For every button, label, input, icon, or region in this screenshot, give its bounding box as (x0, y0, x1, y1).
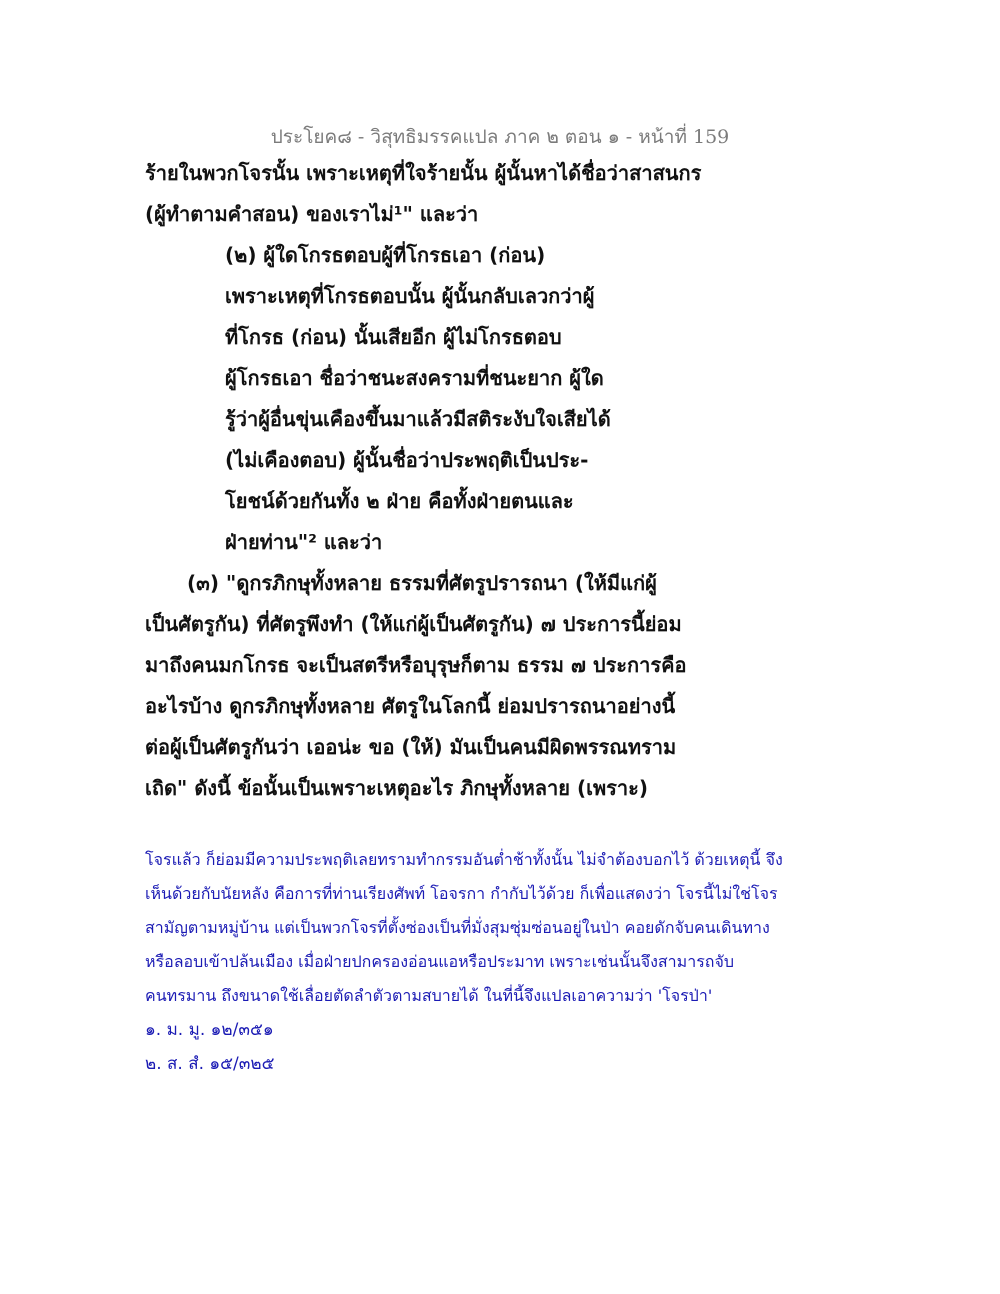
text-line: (ผู้ทำตามคำสอน) ของเราไม่¹" และว่า (145, 202, 479, 226)
footnotes (145, 848, 855, 1086)
footnote-reference: ๒. ส. สํ. ๑๕/๓๒๕ (145, 1054, 275, 1074)
text-line: เป็นศัตรูกัน) ที่ศัตรูพึงทำ (ให้แก่ผู้เป็นศัตรูกัน) ๗ ประการนี้ย่อม (145, 612, 682, 636)
footnote-reference: ๑. ม. มู. ๑๒/๓๕๑ (145, 1020, 274, 1040)
text-line: ต่อผู้เป็นศัตรูกันว่า เออน่ะ ขอ (ให้) มันเป็นคนมีผิดพรรณทราม (145, 735, 677, 759)
text-line: ร้ายในพวกโจรนั้น เพราะเหตุที่ใจร้ายนั้น ผู้นั้นหาได้ชื่อว่าสาสนกร (145, 161, 702, 185)
verse-line: (๒) ผู้ใดโกรธตอบผู้ที่โกรธเอา (ก่อน) (225, 243, 546, 267)
verse-line: ที่โกรธ (ก่อน) นั้นเสียอีก ผู้ไม่โกรธตอบ (225, 325, 562, 349)
verse-line: เพราะเหตุที่โกรธตอบนั้น ผู้นั้นกลับเลวกว่าผู้ (225, 284, 595, 308)
verse-line: รู้ว่าผู้อื่นขุ่นเคืองขึ้นมาแล้วมีสติระงับใจเสียได้ (225, 407, 611, 431)
footnote-line: หรือลอบเข้าปล้นเมือง เมื่อฝ่ายปกครองอ่อนแอหรือประมาท เพราะเช่นนั้นจึงสามารถจับ (145, 952, 734, 971)
footnote-line: โจรแล้ว ก็ย่อมมีความประพฤติเลยทรามทำกรรมอันต่ำช้าทั้งนั้น ไม่จำต้องบอกไว้ ด้วยเหตุนี้ จึง (145, 850, 783, 869)
footnote-line: สามัญตามหมู่บ้าน แต่เป็นพวกโจรที่ตั้งซ่องเป็นที่มั่งสุมซุ่มซ่อนอยู่ในป่า คอยดักจับคนเดินทาง (145, 918, 770, 937)
paragraph-first-line: (๓) "ดูกรภิกษุทั้งหลาย ธรรมที่ศัตรูปรารถนา (ให้มีแก่ผู้ (187, 571, 657, 595)
text-line: เถิด" ดังนี้ ข้อนั้นเป็นเพราะเหตุอะไร ภิกษุทั้งหลาย (เพราะ) (145, 776, 648, 800)
verse-line: โยชน์ด้วยกันทั้ง ๒ ฝ่าย คือทั้งฝ่ายตนและ (225, 489, 574, 513)
verse-line: ผู้โกรธเอา ชื่อว่าชนะสงครามที่ชนะยาก ผู้ใด (225, 366, 604, 390)
footnote-line: คนทรมาน ถึงขนาดใช้เลื่อยตัดลำตัวตามสบายได้ ในที่นี้จึงแปลเอาความว่า 'โจรป่า' (145, 986, 713, 1005)
page-header: ประโยค๘ - วิสุทธิมรรคแปล ภาค ๒ ตอน ๑ - หน้าที่ 159 (270, 126, 730, 148)
footnote-line: เห็นด้วยกับนัยหลัง คือการที่ท่านเรียงศัพท์ โอจรกา กำกับไว้ด้วย ก็เพื่อแสดงว่า โจรนี้ไม่ใช่โจร (145, 884, 778, 903)
verse-line: ฝ่ายท่าน"² และว่า (225, 530, 383, 554)
text-line: อะไรบ้าง ดูกรภิกษุทั้งหลาย ศัตรูในโลกนี้ ย่อมปรารถนาอย่างนี้ (145, 694, 676, 718)
verse-line: (ไม่เคืองตอบ) ผู้นั้นชื่อว่าประพฤติเป็นประ- (225, 448, 589, 472)
text-line: มาถึงคนมกโกรธ จะเป็นสตรีหรือบุรุษก็ตาม ธรรม ๗ ประการคือ (145, 653, 687, 677)
main-text (145, 158, 705, 814)
